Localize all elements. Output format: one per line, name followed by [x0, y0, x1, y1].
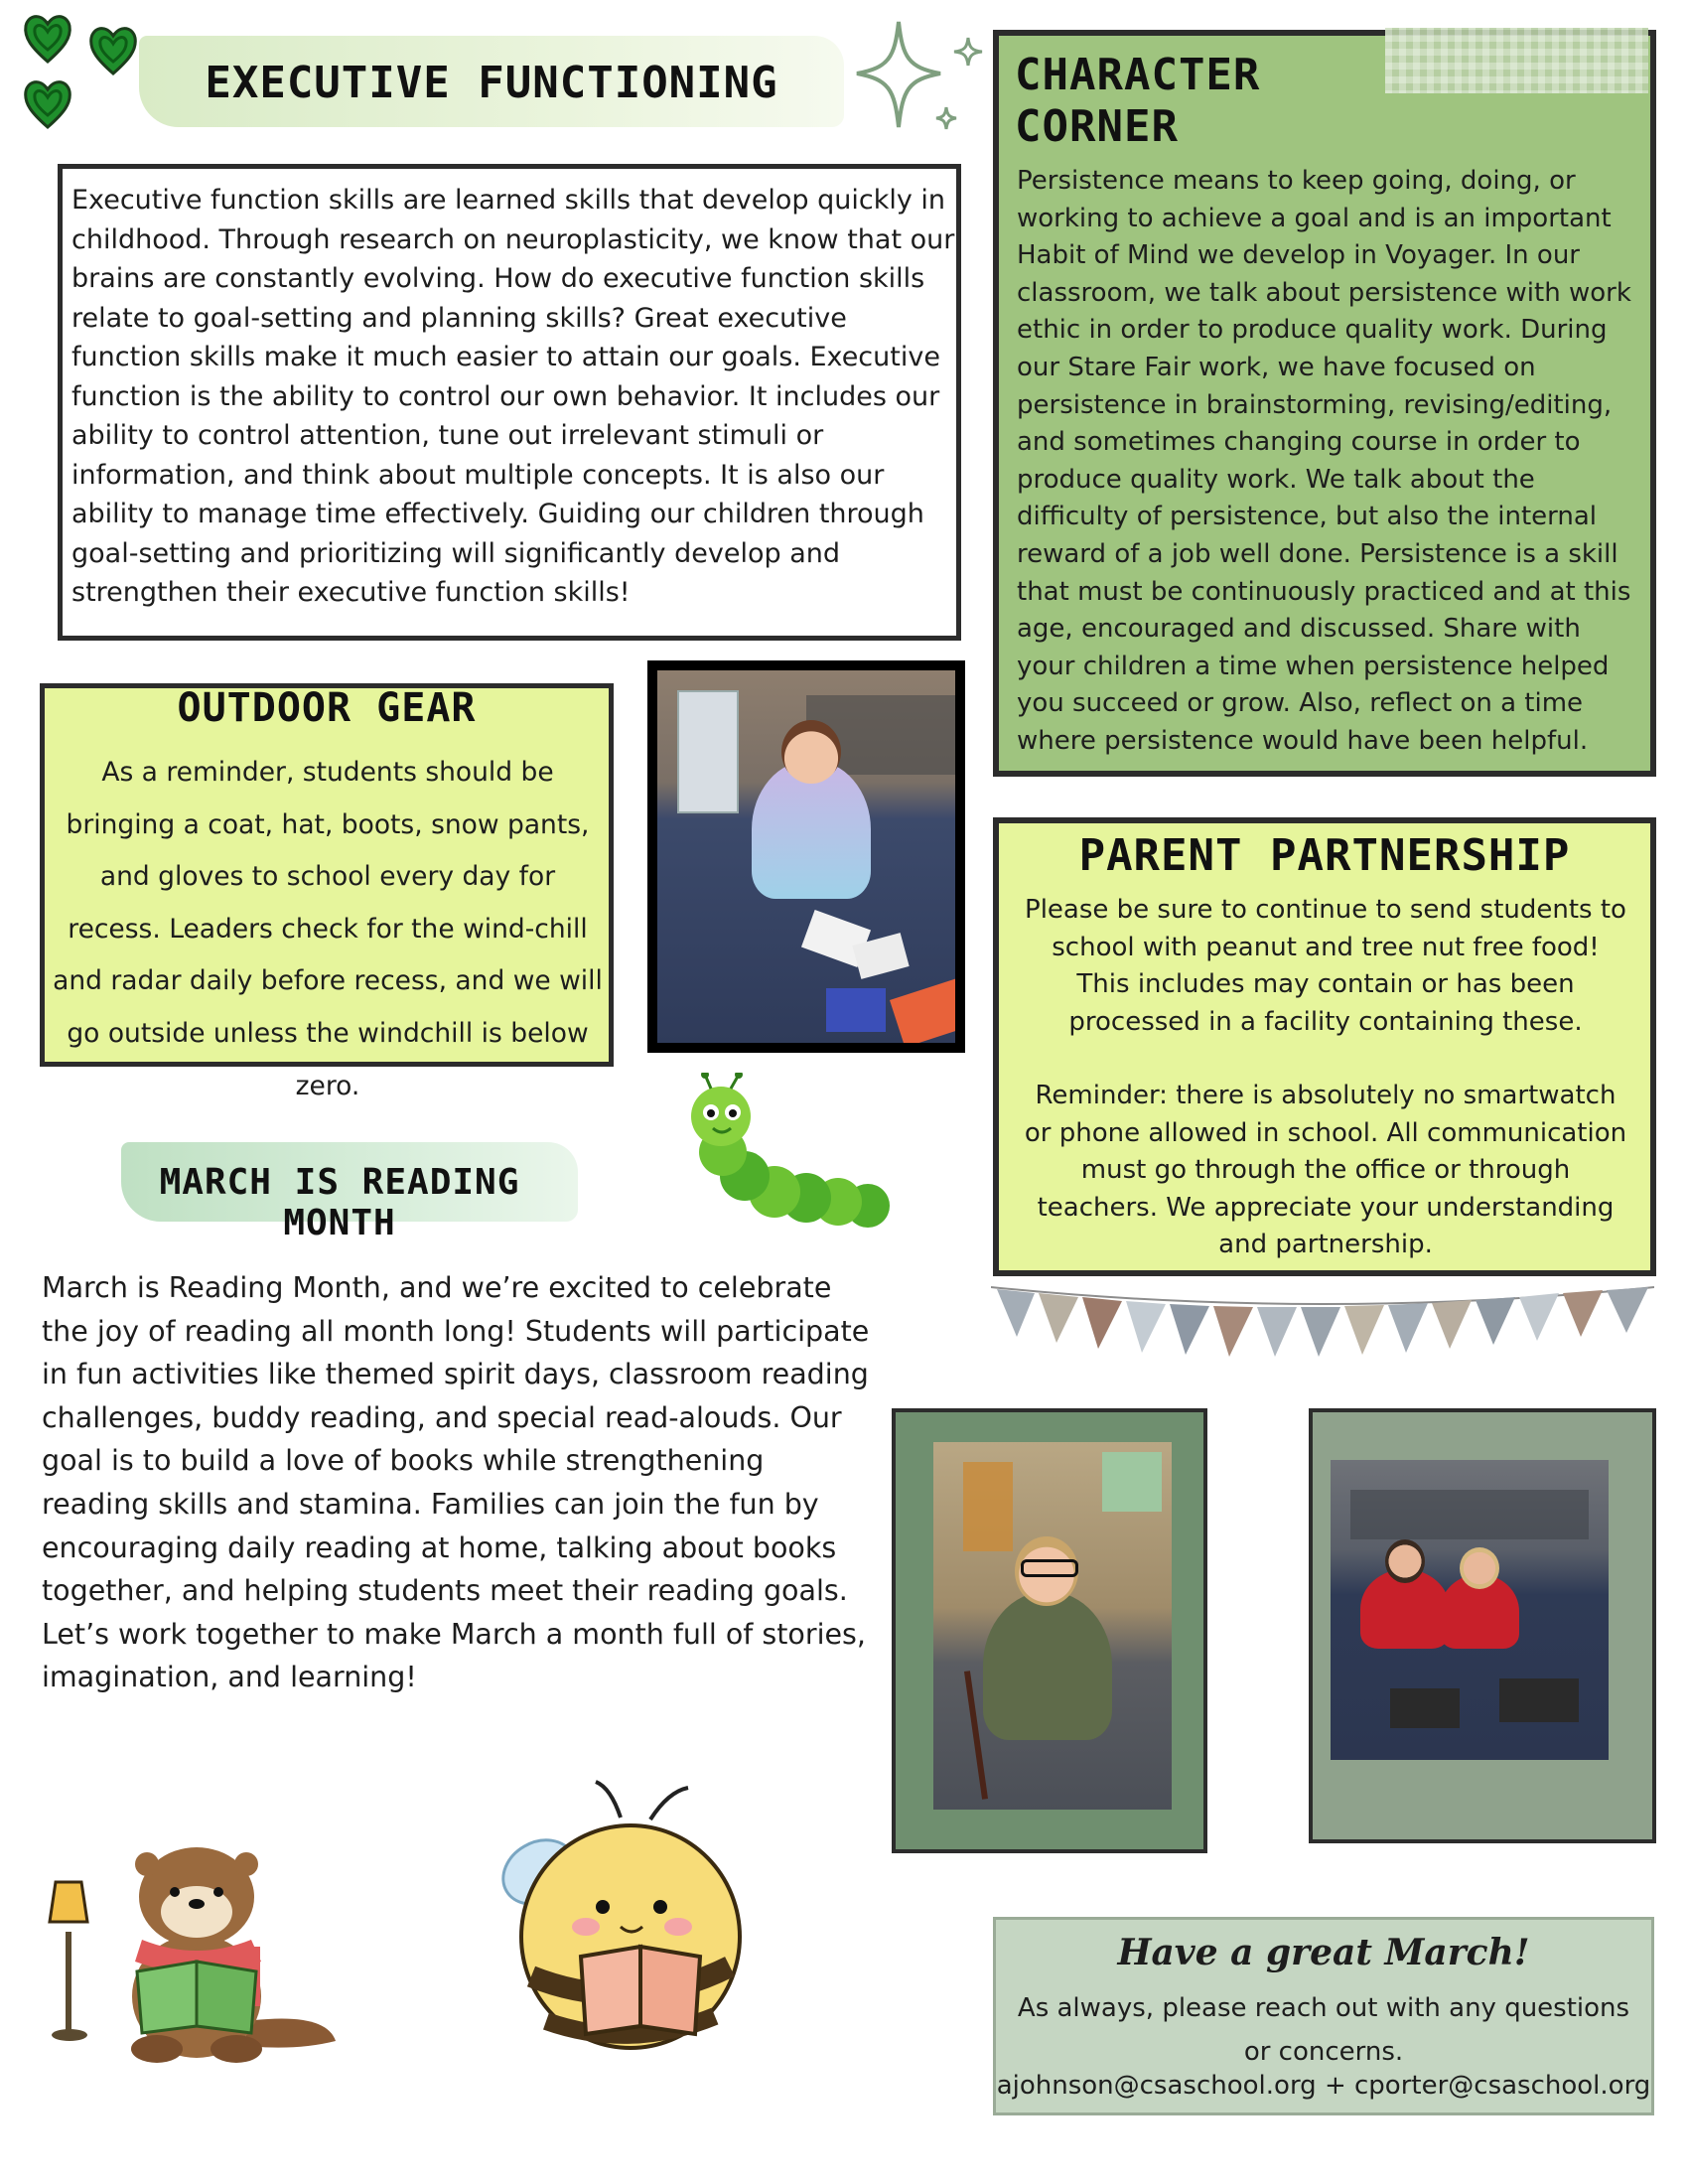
students-photo [1331, 1460, 1609, 1760]
classroom-photo [647, 660, 965, 1053]
closing-title: Have a great March! [1117, 1932, 1530, 1973]
sparkle-icon [849, 18, 988, 137]
character-title-line2: CORNER [1015, 101, 1179, 152]
bunting-banner [991, 1281, 1654, 1361]
executive-title: EXECUTIVE FUNCTIONING [205, 58, 778, 108]
closing-message: As always, please reach out with any questions or concerns. [1017, 1993, 1630, 2067]
march-title: MARCH IS READING MONTH [159, 1162, 520, 1243]
washi-tape [1385, 28, 1648, 93]
outdoor-title: OUTDOOR GEAR [177, 685, 477, 731]
outdoor-body: As a reminder, students should be bringing a coat, hat, boots, snow pants, and gloves to school every day for recess. Leaders check for the wind-chill and radar daily before recess, and we will go outside unless the windchill is below zero. [53, 757, 603, 1101]
march-body: March is Reading Month, and we’re excited to celebrate the joy of reading all month long! Students will participate in fun activities like themed spirit days, classroom reading challenges, buddy reading, and special read-alouds. Our goal is to build a love of books while strengthening reading skills and stamina. Families can join the fun by encouraging daily reading at home, talking about books together, and helping students meet their reading goals. Let’s work together to make March a month full of stories, imagination, and learning! [42, 1271, 870, 1694]
character-title-line1: CHARACTER [1015, 50, 1261, 100]
parent-body-2: Reminder: there is absolutely no smartwatch or phone allowed in school. All communication must go through the office or through teachers. We appreciate your understanding and partnership. [1024, 1081, 1627, 1260]
bee-reading-icon [492, 1778, 750, 2066]
heart-icon [87, 22, 139, 77]
closing-emails: ajohnson@csaschool.org + cporter@csaschool.org [996, 2071, 1651, 2101]
costume-photo [933, 1442, 1172, 1810]
executive-body: Executive function skills are learned skills that develop quickly in childhood. Through research on neuroplasticity, we know that our brains are constantly evolving. How do executive function skills relate to goal-setting and planning skills? Great executive function skills make it much easier to attain our goals. Executive function is the ability to control our own behavior. It includes our ability to control attention, tune out irrelevant stimuli or information, and think about multiple concepts. It is also our ability to manage time effectively. Guiding our children through goal-setting and prioritizing will significantly develop and strengthen their executive function skills! [71, 185, 955, 608]
caterpillar-icon [683, 1073, 892, 1241]
heart-icon [22, 75, 73, 131]
parent-title: PARENT PARTNERSHIP [1078, 830, 1571, 881]
heart-icon [22, 10, 73, 66]
otter-reading-icon [48, 1822, 346, 2071]
character-body: Persistence means to keep going, doing, or working to achieve a goal and is an important Habit of Mind we develop in Voyager. In our classroom, we talk about persistence with work ethic in order to produce quality work. During our Stare Fair work, we have focused on persistence in brainstorming, revising/editing, and sometimes changing course in order to produce quality work. We talk about the difficulty of persistence, but also the internal reward of a job well done. Persistence is a skill that must be continuously practiced and at this age, encouraged and discussed. Share with your children a time when persistence helped you succeed or grow. Also, reflect on a time where persistence would have been helpful. [1017, 166, 1631, 756]
parent-body-1: Please be sure to continue to send students to school with peanut and tree nut free food! This includes may contain or has been processed in a facility containing these. [1025, 895, 1626, 1037]
